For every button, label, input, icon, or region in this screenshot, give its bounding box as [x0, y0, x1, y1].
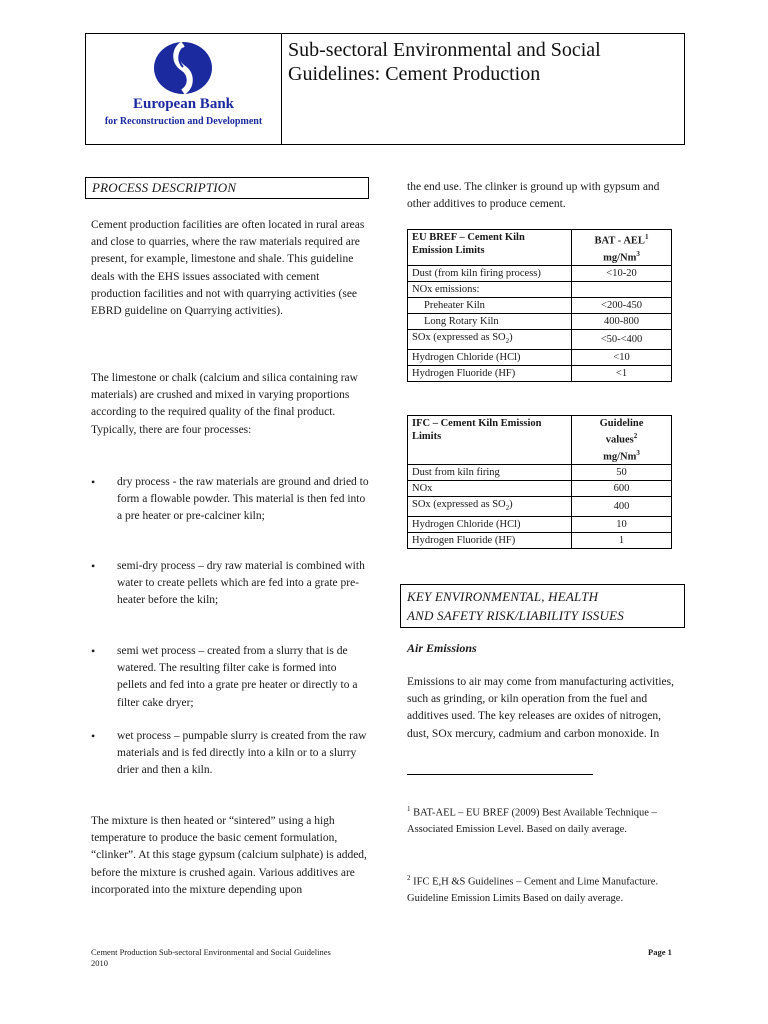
section-title-risk — [400, 584, 685, 628]
header-text: Guideline — [599, 418, 644, 429]
table-cell: Long Rotary Kiln — [408, 314, 572, 330]
subheading-air-emissions: Air Emissions — [407, 641, 477, 655]
table-cell: <1 — [572, 366, 672, 382]
footer-left — [91, 947, 411, 969]
footnote-text: BAT-AEL – EU BREF (2009) Best Available Technique – Associated Emission Level. Based on daily average. — [407, 807, 657, 835]
table-row — [408, 517, 672, 533]
paragraph: The mixture is then heated or “sintered” using a high temperature to produce the basic cement formulation, “clinker”. At this stage gypsum (calcium sulphate) is added, before the mixture is crushed again. Various additives are incorporated into the mixture depending upon — [91, 815, 367, 896]
list-item: • dry process - the raw materials are ground and dried to form a flowable powder. This material is then fed into a pre heater or pre-calciner kiln; — [91, 474, 369, 526]
table-cell — [408, 330, 572, 350]
left-para-2 — [91, 370, 369, 439]
section-title-process: PROCESS DESCRIPTION — [85, 177, 369, 199]
header-text: BAT - AEL — [594, 235, 645, 247]
footnote-ref: 1 — [644, 233, 649, 241]
ebrd-logo-icon — [152, 40, 214, 96]
table-row — [408, 350, 672, 366]
table-cell: <200-450 — [572, 298, 672, 314]
table-header-row — [408, 230, 672, 266]
cell-text-end: ) — [509, 332, 513, 343]
list-item: • semi-dry process – dry raw material is combined with water to create pellets which are fed into a grate pre-heater before the kiln; — [91, 558, 369, 610]
table-row — [408, 497, 672, 517]
footnote-number: 2 — [407, 874, 411, 882]
document-title — [288, 38, 684, 86]
header-text: values — [605, 434, 634, 446]
table-cell: NOx emissions: — [408, 282, 572, 298]
right-continuation — [407, 179, 685, 213]
table-cell: NOx — [408, 481, 572, 497]
cell-sub: 2 — [505, 337, 510, 346]
table-row — [408, 481, 672, 497]
footnote-ref: 2 — [633, 432, 638, 440]
footer-year: 2010 — [91, 958, 108, 968]
table-row — [408, 330, 672, 350]
table-cell: 400-800 — [572, 314, 672, 330]
cell-text-end: ) — [509, 499, 513, 510]
table-row — [408, 366, 672, 382]
table-cell — [408, 497, 572, 517]
list-item: • wet process – pumpable slurry is created from the raw materials and is fed directly into a kiln or to a slurry drier and then a kiln. — [91, 728, 369, 780]
table-cell: <50-<400 — [572, 330, 672, 350]
table-cell: Preheater Kiln — [408, 298, 572, 314]
footer-doc-title: Cement Production Sub-sectoral Environmental and Social Guidelines — [91, 947, 331, 957]
paragraph: the end use. The clinker is ground up with gypsum and other additives to produce cement. — [407, 181, 660, 211]
process-list — [91, 474, 369, 526]
unit-sup: 3 — [636, 448, 640, 457]
title-line-1: Sub-sectoral Environmental and Social — [288, 39, 601, 61]
table-header-cell: EU BREF – Cement Kiln Emission Limits — [408, 230, 572, 266]
footnote-divider — [407, 774, 593, 775]
table-row — [408, 533, 672, 549]
section-title-line-1: KEY ENVIRONMENTAL, HEALTH — [407, 589, 599, 604]
left-para-3 — [91, 813, 369, 899]
unit-sup: 3 — [636, 249, 640, 258]
footnote-number: 1 — [407, 805, 411, 813]
footnote-2 — [407, 870, 677, 908]
table-row — [408, 465, 672, 481]
table-row — [408, 298, 672, 314]
bank-subtitle: for Reconstruction and Development — [104, 116, 263, 127]
table-cell: 400 — [572, 497, 672, 517]
cell-text: SOx (expressed as SO — [412, 332, 506, 343]
paragraph: The limestone or chalk (calcium and silica containing raw materials) are crushed and mixed in varying proportions according to the required quality of the final product. Typically, there are four processes: — [91, 372, 358, 436]
page-number: Page 1 — [648, 947, 672, 957]
paragraph: Cement production facilities are often located in rural areas and close to quarries, where the raw materials required are present, for example, limestone and shale. This guideline deals with the EHS issues associated with cement production facilities and not with quarrying activities (see EBRD guideline on Quarrying activities). — [91, 219, 365, 318]
table-cell: <10-20 — [572, 266, 672, 282]
paragraph: Emissions to air may come from manufacturing activities, such as grinding, or kiln operation from the fuel and additives used. The key releases are oxides of nitrogen, dust, SOx mercury, cadmium and carbon monoxide. In — [407, 676, 674, 740]
table-cell — [572, 282, 672, 298]
list-item: • semi wet process – created from a slurry that is de watered. The resulting filter cake is formed into pellets and fed into a grate pre heater or directly to a filter cake dryer; — [91, 643, 369, 712]
table-header-cell: IFC – Cement Kiln Emission Limits — [408, 416, 572, 465]
table-header-cell — [572, 416, 672, 465]
left-para-1 — [91, 217, 369, 320]
table-row — [408, 266, 672, 282]
table-header-cell — [572, 230, 672, 266]
table-cell: <10 — [572, 350, 672, 366]
unit-text: mg/Nm — [603, 451, 637, 462]
footnote-text: IFC E,H &S Guidelines – Cement and Lime Manufacture. Guideline Emission Limits Based on daily average. — [407, 876, 659, 904]
cell-sub: 2 — [505, 504, 510, 513]
unit-text: mg/Nm — [603, 252, 637, 263]
ifc-table — [407, 415, 672, 549]
table-cell: 600 — [572, 481, 672, 497]
section-title-line-2: AND SAFETY RISK/LIABILITY ISSUES — [407, 608, 624, 623]
logo-cell — [86, 34, 282, 144]
table-cell: Hydrogen Chloride (HCl) — [408, 350, 572, 366]
cell-text: SOx (expressed as SO — [412, 499, 506, 510]
table-cell: Hydrogen Chloride (HCl) — [408, 517, 572, 533]
table-cell: 1 — [572, 533, 672, 549]
eu-bref-table — [407, 229, 672, 382]
table-row — [408, 282, 672, 298]
table-cell: Hydrogen Fluoride (HF) — [408, 533, 572, 549]
table-cell: Dust (from kiln firing process) — [408, 266, 572, 282]
table-cell: 10 — [572, 517, 672, 533]
title-cell — [282, 34, 684, 144]
table-cell: 50 — [572, 465, 672, 481]
table-cell: Dust from kiln firing — [408, 465, 572, 481]
bank-name: European Bank — [132, 96, 234, 112]
process-list — [91, 728, 369, 780]
process-list — [91, 643, 369, 712]
right-para — [407, 674, 685, 743]
table-cell: Hydrogen Fluoride (HF) — [408, 366, 572, 382]
table-row — [408, 314, 672, 330]
title-line-2: Guidelines: Cement Production — [288, 63, 541, 85]
footnote-1 — [407, 801, 677, 839]
document-header — [85, 33, 685, 145]
table-header-row — [408, 416, 672, 465]
process-list — [91, 558, 369, 610]
